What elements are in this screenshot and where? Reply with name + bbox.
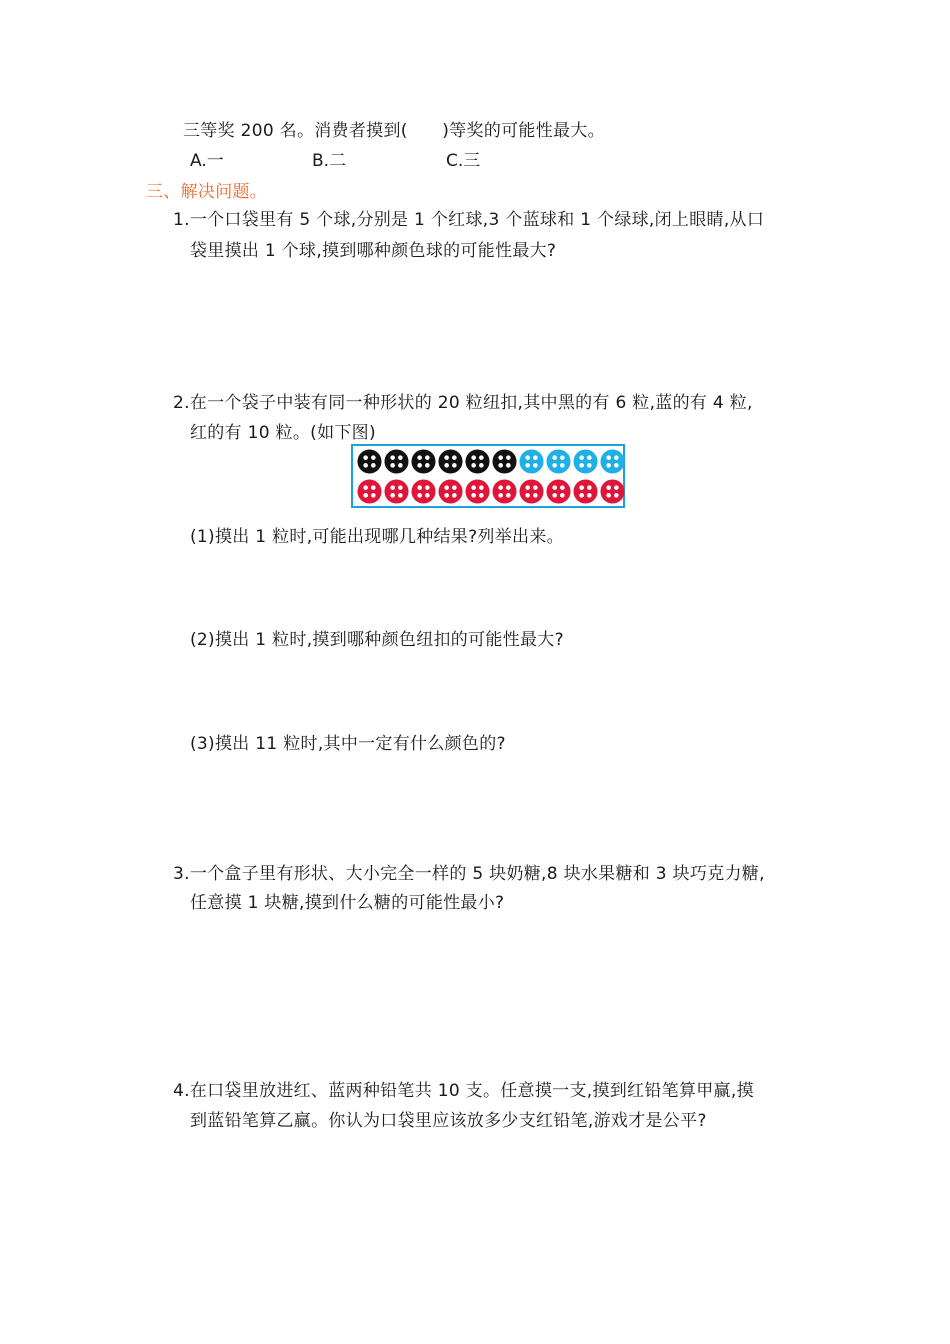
q3-line2: 任意摸 1 块糖,摸到什么糖的可能性最小? [190, 893, 505, 913]
black-button-icon [465, 449, 490, 474]
black-button-icon [492, 449, 517, 474]
red-button-icon [573, 479, 598, 504]
prev-question-line: 三等奖 200 名。消费者摸到( )等奖的可能性最大。 [183, 121, 605, 141]
black-button-icon [357, 449, 382, 474]
section-title: 三、解决问题。 [146, 182, 268, 202]
q2-line2: 红的有 10 粒。(如下图) [190, 423, 376, 443]
q3-line1: 3.一个盒子里有形状、大小完全一样的 5 块奶糖,8 块水果糖和 3 块巧克力糖, [173, 864, 765, 884]
q2-sub1: (1)摸出 1 粒时,可能出现哪几种结果?列举出来。 [190, 527, 564, 547]
red-button-icon [384, 479, 409, 504]
option-a: A.一 [190, 151, 224, 171]
q2-sub2: (2)摸出 1 粒时,摸到哪种颜色纽扣的可能性最大? [190, 630, 564, 650]
button-row-top [357, 449, 625, 474]
q4-line2: 到蓝铅笔算乙赢。你认为口袋里应该放多少支红铅笔,游戏才是公平? [190, 1111, 707, 1131]
button-row-bottom [357, 479, 625, 504]
red-button-icon [357, 479, 382, 504]
blue-button-icon [600, 449, 625, 474]
buttons-figure [351, 444, 625, 508]
red-button-icon [546, 479, 571, 504]
red-button-icon [465, 479, 490, 504]
black-button-icon [384, 449, 409, 474]
q1-line1: 1.一个口袋里有 5 个球,分别是 1 个红球,3 个蓝球和 1 个绿球,闭上眼睛,从口 [173, 210, 765, 230]
q4-line1: 4.在口袋里放进红、蓝两种铅笔共 10 支。任意摸一支,摸到红铅笔算甲赢,摸 [173, 1081, 754, 1101]
q2-sub3: (3)摸出 11 粒时,其中一定有什么颜色的? [190, 734, 506, 754]
red-button-icon [492, 479, 517, 504]
red-button-icon [600, 479, 625, 504]
red-button-icon [438, 479, 463, 504]
red-button-icon [411, 479, 436, 504]
black-button-icon [411, 449, 436, 474]
q1-line2: 袋里摸出 1 个球,摸到哪种颜色球的可能性最大? [190, 241, 557, 261]
option-b: B.二 [312, 151, 347, 171]
blue-button-icon [519, 449, 544, 474]
blue-button-icon [573, 449, 598, 474]
blue-button-icon [546, 449, 571, 474]
option-c: C.三 [446, 151, 481, 171]
red-button-icon [519, 479, 544, 504]
black-button-icon [438, 449, 463, 474]
q2-line1: 2.在一个袋子中装有同一种形状的 20 粒纽扣,其中黑的有 6 粒,蓝的有 4 粒, [173, 393, 753, 413]
